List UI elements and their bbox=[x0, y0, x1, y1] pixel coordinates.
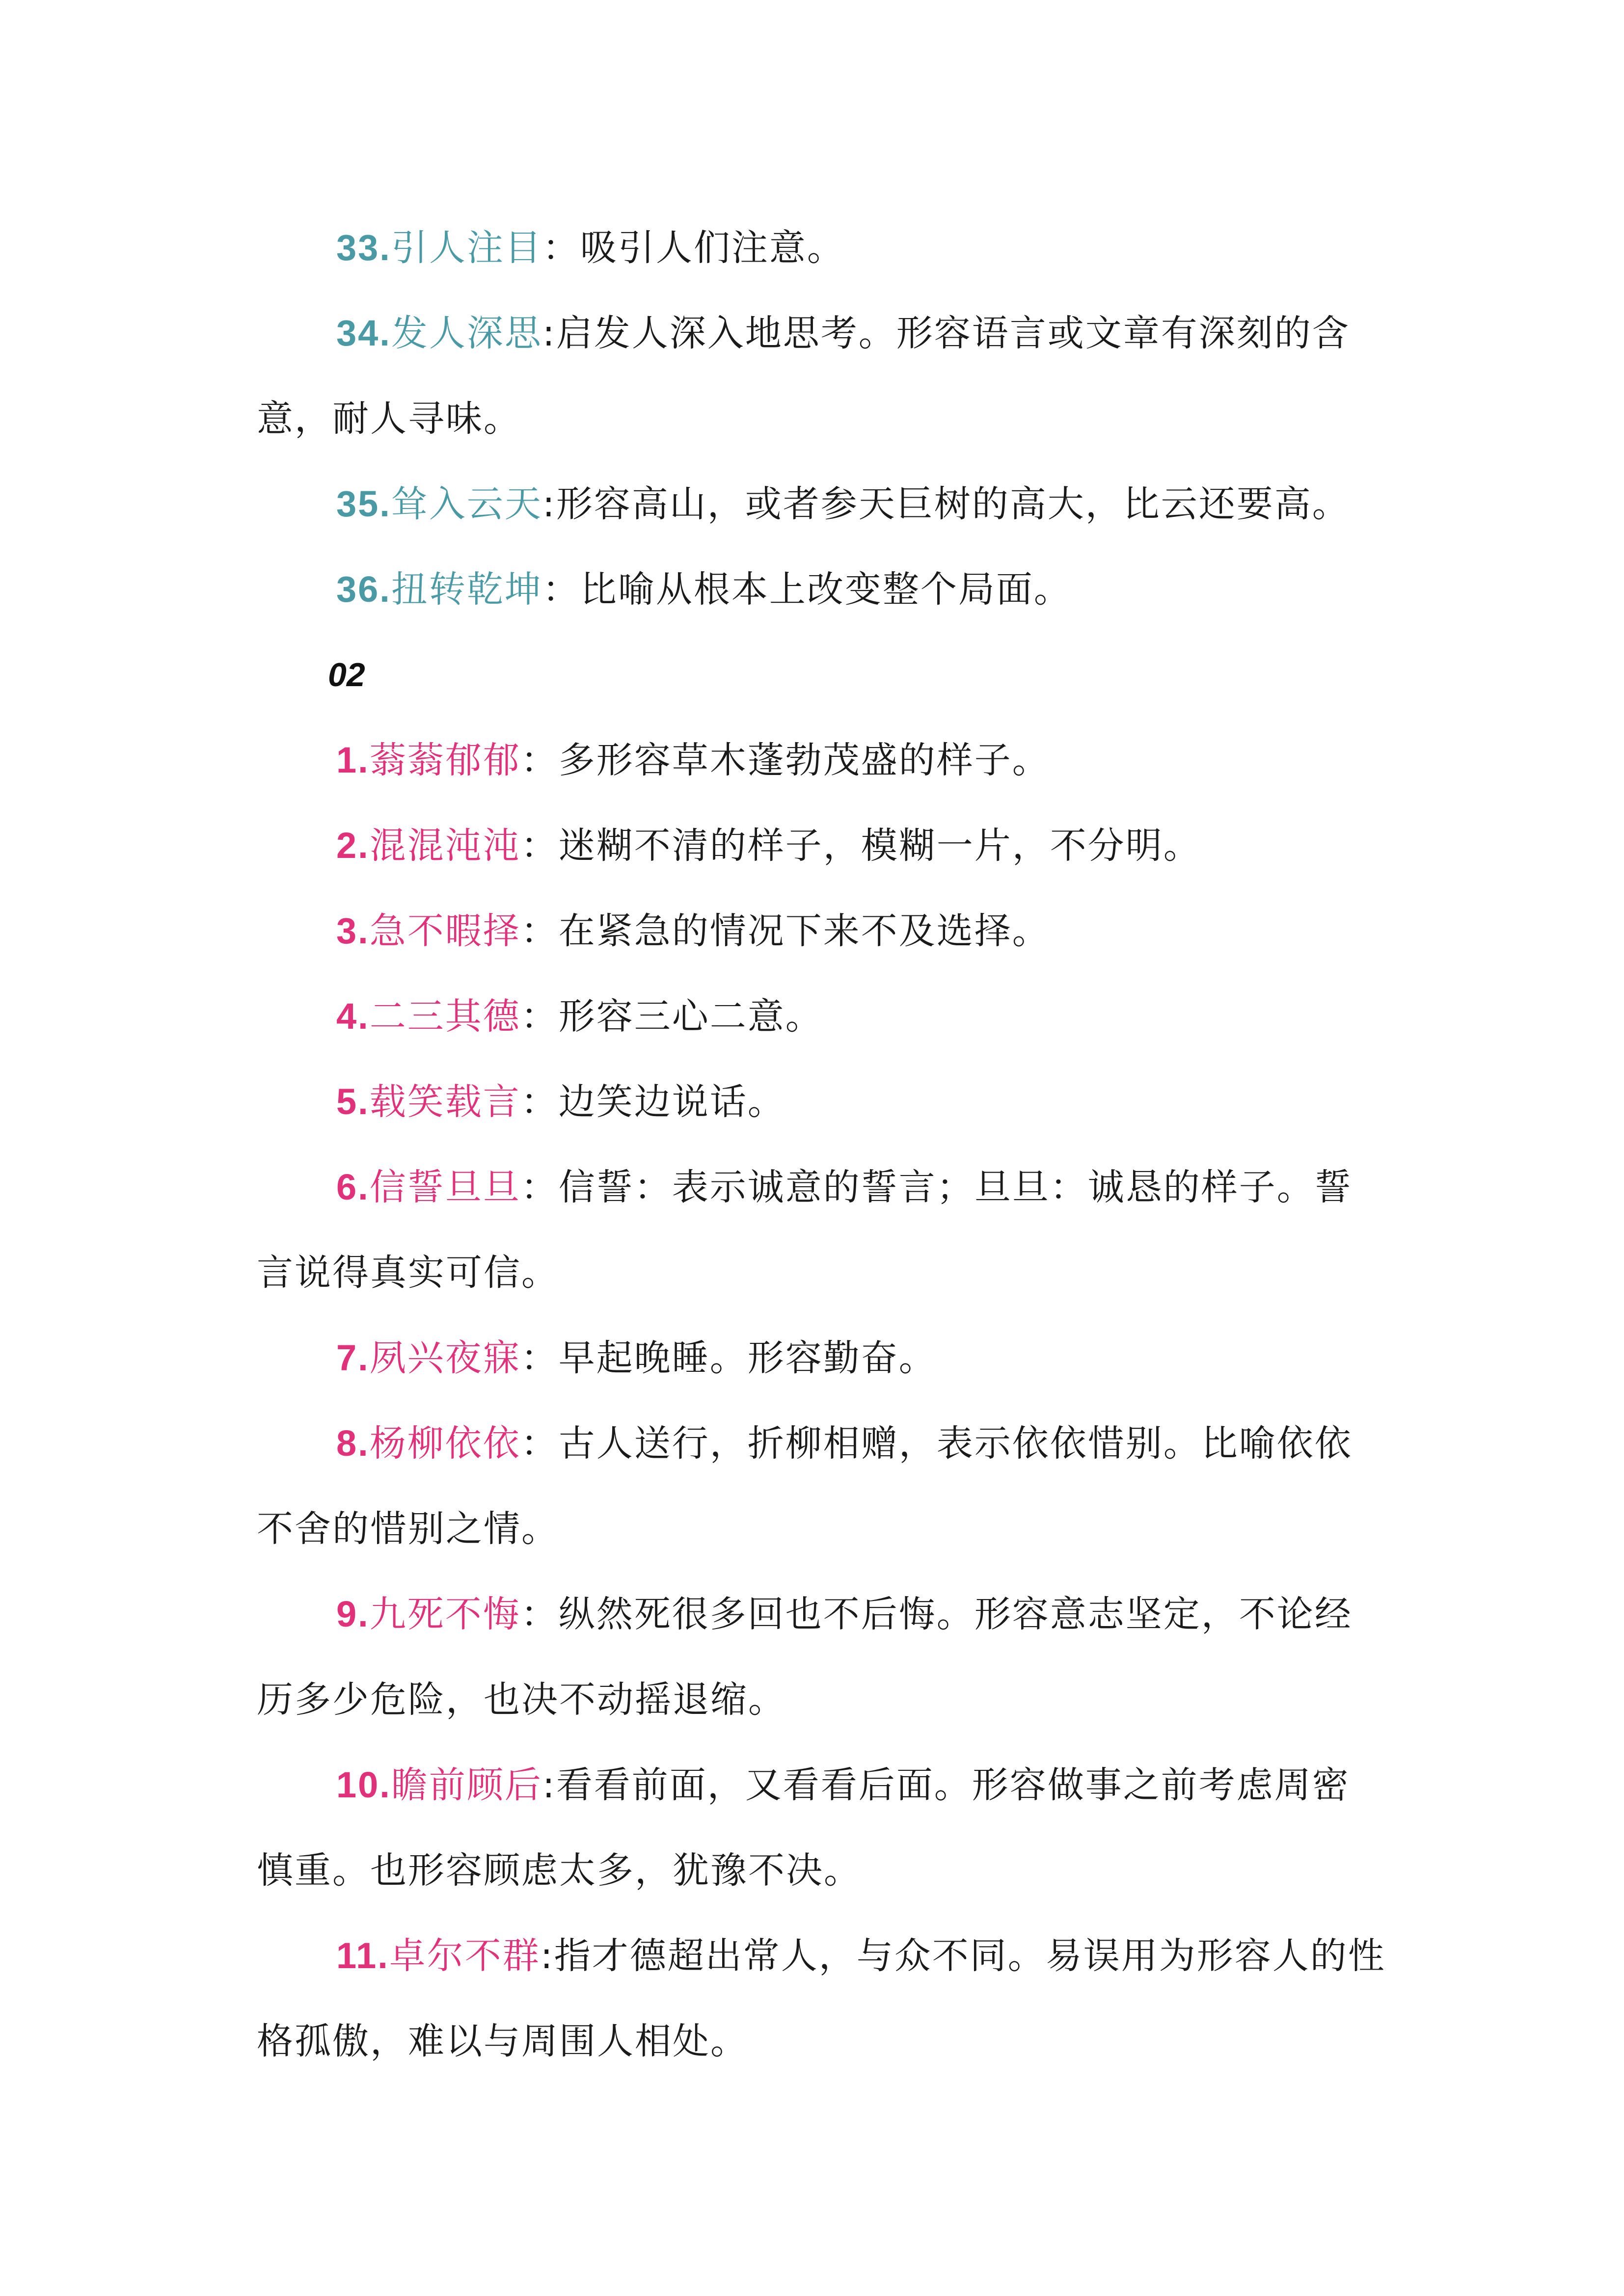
idiom-entry bbox=[257, 1145, 1386, 1315]
idiom-entry bbox=[257, 1572, 1386, 1742]
content-body bbox=[257, 205, 1386, 2084]
separator: ： bbox=[520, 995, 559, 1038]
entry-number: 7. bbox=[336, 1337, 370, 1378]
entry-number: 3. bbox=[336, 910, 370, 951]
entry-number: 8. bbox=[336, 1423, 370, 1464]
idiom-term: 混混沌沌 bbox=[369, 825, 521, 867]
idiom-term: 扭转乾坤 bbox=[391, 568, 542, 611]
idiom-term: 蓊蓊郁郁 bbox=[369, 739, 521, 781]
idiom-entry bbox=[257, 1742, 1386, 1913]
idiom-entry bbox=[257, 803, 1386, 888]
separator: ： bbox=[520, 1593, 559, 1635]
entry-number: 2. bbox=[336, 825, 370, 866]
idiom-definition: 吸引人们注意。 bbox=[580, 227, 845, 269]
entry-number: 11. bbox=[336, 1935, 389, 1976]
idiom-definition: 早起晚睡。形容勤奋。 bbox=[558, 1337, 937, 1379]
idiom-term: 卓尔不群 bbox=[389, 1935, 541, 1977]
idiom-definition: 形容高山，或者参天巨树的高大，比云还要高。 bbox=[556, 483, 1350, 525]
idiom-term: 载笑载言 bbox=[369, 1081, 521, 1123]
separator: ： bbox=[520, 739, 559, 781]
entry-number: 5. bbox=[336, 1081, 370, 1122]
idiom-definition: 比喻从根本上改变整个局面。 bbox=[580, 568, 1072, 611]
idiom-term: 急不暇择 bbox=[369, 910, 521, 952]
separator: ： bbox=[520, 1337, 559, 1379]
separator: ： bbox=[520, 825, 559, 867]
entry-number: 4. bbox=[336, 996, 370, 1037]
idiom-definition: 纵然死很多回也不后悔。形容意志坚定，不论经历多少危险，也决不动摇退缩。 bbox=[257, 1593, 1353, 1721]
entry-number: 10. bbox=[336, 1764, 391, 1805]
idiom-entry bbox=[257, 1059, 1386, 1145]
idiom-term: 夙兴夜寐 bbox=[369, 1337, 521, 1379]
idiom-definition: 在紧急的情况下来不及选择。 bbox=[558, 910, 1050, 952]
entry-number: 36. bbox=[336, 569, 391, 610]
idiom-entry bbox=[257, 461, 1386, 547]
entry-number: 34. bbox=[336, 313, 391, 353]
idiom-entry bbox=[257, 974, 1386, 1059]
separator: ： bbox=[520, 1081, 559, 1123]
section-heading: 02 bbox=[328, 656, 365, 694]
idiom-term: 瞻前顾后 bbox=[391, 1764, 542, 1806]
idiom-term: 引人注目 bbox=[391, 227, 542, 269]
entry-number: 9. bbox=[336, 1594, 370, 1634]
separator: : bbox=[542, 312, 556, 354]
idiom-entry bbox=[257, 1315, 1386, 1401]
idiom-definition: 看看前面，又看看后面。形容做事之前考虑周密慎重。也形容顾虑太多，犹豫不决。 bbox=[257, 1764, 1350, 1892]
idiom-definition: 古人送行，折柳相赠，表示依依惜别。比喻依依不舍的惜别之情。 bbox=[257, 1422, 1353, 1550]
idiom-term: 杨柳依依 bbox=[369, 1422, 521, 1465]
idiom-entry bbox=[257, 718, 1386, 803]
separator: ： bbox=[520, 1166, 559, 1208]
idiom-entry bbox=[257, 888, 1386, 974]
idiom-entry bbox=[257, 1401, 1386, 1572]
idiom-term: 信誓旦旦 bbox=[369, 1166, 521, 1208]
idiom-definition: 边笑边说话。 bbox=[558, 1081, 785, 1123]
idiom-definition: 启发人深入地思考。形容语言或文章有深刻的含意，耐人寻味。 bbox=[257, 312, 1350, 440]
idiom-definition: 多形容草木蓬勃茂盛的样子。 bbox=[558, 739, 1050, 781]
separator: : bbox=[542, 1764, 556, 1806]
separator: : bbox=[542, 483, 556, 525]
separator: ： bbox=[520, 910, 559, 952]
idiom-definition: 信誓：表示诚意的誓言；旦旦：诚恳的样子。誓言说得真实可信。 bbox=[257, 1166, 1353, 1294]
idiom-definition: 指才德超出常人，与众不同。易误用为形容人的性格孤傲，难以与周围人相处。 bbox=[257, 1935, 1386, 2062]
idiom-definition: 迷糊不清的样子，模糊一片，不分明。 bbox=[558, 825, 1201, 867]
idiom-term: 耸入云天 bbox=[391, 483, 542, 525]
separator: ： bbox=[520, 1422, 559, 1465]
idiom-term: 九死不悔 bbox=[369, 1593, 521, 1635]
idiom-term: 发人深思 bbox=[391, 312, 542, 354]
idiom-entry bbox=[257, 1913, 1386, 2084]
separator: ： bbox=[542, 568, 580, 611]
separator: ： bbox=[542, 227, 580, 269]
entry-number: 33. bbox=[336, 227, 391, 268]
idiom-term: 二三其德 bbox=[369, 995, 521, 1038]
idiom-entry bbox=[257, 291, 1386, 461]
idiom-entry bbox=[257, 547, 1386, 632]
entry-number: 6. bbox=[336, 1167, 370, 1207]
idiom-definition: 形容三心二意。 bbox=[558, 995, 823, 1038]
entry-number: 35. bbox=[336, 483, 391, 524]
idiom-entry bbox=[257, 205, 1386, 291]
entry-number: 1. bbox=[336, 740, 370, 780]
separator: : bbox=[540, 1935, 554, 1977]
